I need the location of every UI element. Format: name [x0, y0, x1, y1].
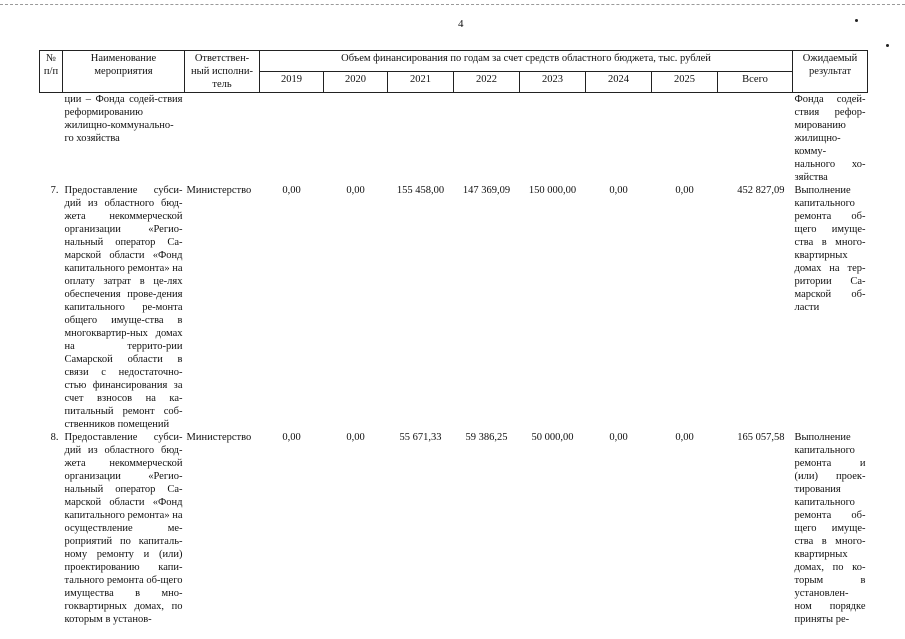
value-2024: 0,00 — [609, 432, 628, 443]
value-2025: 0,00 — [675, 432, 694, 443]
continuation-row — [40, 93, 868, 185]
header-executor: Ответствен-ный исполни-тель — [185, 51, 260, 93]
header-year: 2024 — [586, 72, 652, 93]
funding-table — [39, 50, 868, 626]
activity-name: Предоставление субси-дий из областного бюд-жета некоммерческой организации «Регио-нальный оператор Са-марской области «Фонд капитального ремонта» на осуществление ме-роприятий по капиталь-ному ремонту и (или) проектированию капи-тального ремонта об-щего имущества в мно-гоквартирных домах, по которым в установ- — [64, 432, 183, 625]
header-year: 2023 — [520, 72, 586, 93]
table-row — [40, 431, 868, 626]
value-2019: 0,00 — [282, 185, 301, 196]
header-row-1 — [40, 51, 868, 72]
value-2020: 0,00 — [346, 185, 365, 196]
executor: Министерство — [186, 432, 252, 443]
header-year: 2020 — [324, 72, 388, 93]
row-number: 7. — [50, 185, 59, 196]
value-2025: 0,00 — [675, 185, 694, 196]
header-total: Всего — [718, 72, 793, 93]
activity-name: Предоставление субси-дий из областного бюд-жета некоммерческой организации «Регио-нальный оператор Са-марской области «Фонд капитального ремонта» на оплату затрат в це-лях обеспечения прове-дения капитального ре-монта общего имуще-ства в многоквартир-ных домах на террито-рии Самарской области в связи с недостаточно-стью финансирования за счет взносов на ка-питальный ремонт соб-ственников помещений — [64, 185, 183, 430]
value-2022: 59 386,25 — [465, 432, 508, 443]
header-activity-name: Наименование мероприятия — [63, 51, 185, 93]
value-total: 452 827,09 — [737, 185, 785, 196]
value-total: 165 057,58 — [737, 432, 785, 443]
scan-speck — [855, 19, 858, 22]
value-2021: 55 671,33 — [399, 432, 442, 443]
value-2023: 150 000,00 — [528, 185, 577, 196]
executor: Министерство — [186, 185, 252, 196]
table-row — [40, 184, 868, 431]
page-number: 4 — [458, 18, 464, 30]
scan-speck — [886, 44, 889, 47]
value-2021: 155 458,00 — [396, 185, 445, 196]
header-funding: Объем финансирования по годам за счет средств областного бюджета, тыс. рублей — [260, 51, 793, 72]
value-2024: 0,00 — [609, 185, 628, 196]
header-number: № п/п — [40, 51, 63, 93]
value-2023: 50 000,00 — [531, 432, 574, 443]
value-2020: 0,00 — [346, 432, 365, 443]
value-2022: 147 369,09 — [462, 185, 511, 196]
header-year: 2021 — [388, 72, 454, 93]
header-year: 2019 — [260, 72, 324, 93]
scan-top-edge — [0, 4, 905, 5]
expected-result: Выполнение капитального ремонта и (или) проек-тирования капитального ремонта об-щего имуще-ства в много-квартирных домах, по ко-торым в установлен-ном порядке приняты ре- — [794, 432, 866, 625]
header-year: 2022 — [454, 72, 520, 93]
header-expected-result: Ожидаемый результат — [793, 51, 868, 93]
header-year: 2025 — [652, 72, 718, 93]
expected-result: Выполнение капитального ремонта об-щего имуще-ства в много-квартирных домах на тер-ритории Са-марской об-ласти — [794, 185, 866, 313]
expected-result: Фонда содей-ствия рефор-мированию жилищно-комму-нального хо-зяйства — [794, 94, 866, 183]
activity-name: ции – Фонда содей-ствия реформированию жилищно-коммунально-го хозяйства — [64, 94, 183, 144]
row-number: 8. — [50, 432, 59, 443]
value-2019: 0,00 — [282, 432, 301, 443]
